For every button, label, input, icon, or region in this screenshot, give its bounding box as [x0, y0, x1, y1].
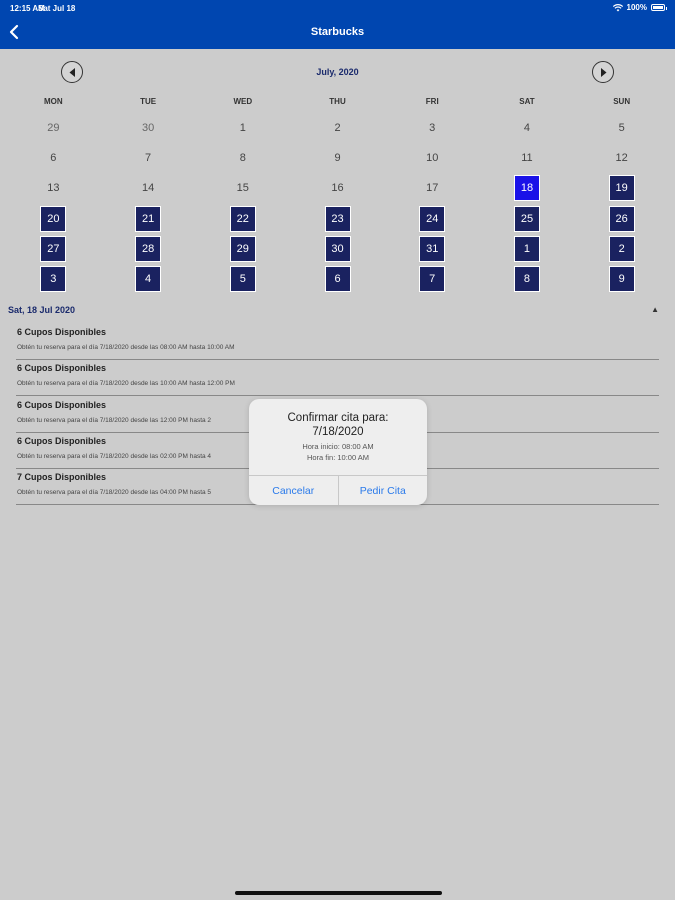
calendar-day[interactable]: [480, 173, 575, 203]
calendar-day[interactable]: [195, 113, 290, 143]
weekday-label: THU: [329, 97, 346, 106]
slot-description: Obtén tu reserva para el día 7/18/2020 desde las 10:00 AM hasta 12:00 PM: [17, 380, 235, 388]
calendar-header: [0, 60, 675, 86]
calendar-day[interactable]: [385, 204, 480, 234]
calendar-day[interactable]: [480, 143, 575, 173]
calendar-day[interactable]: [574, 264, 669, 294]
calendar-day-number: 30: [325, 236, 351, 262]
calendar-day[interactable]: [6, 234, 101, 264]
calendar-day-number: 18: [514, 175, 540, 201]
weekday-label: MON: [44, 97, 63, 106]
nav-bar: [0, 16, 675, 49]
weekday-label: WED: [233, 97, 253, 106]
calendar-week: [6, 173, 669, 203]
calendar-day-number: 4: [135, 266, 161, 292]
calendar-day-number: 6: [325, 266, 351, 292]
calendar-day[interactable]: [6, 173, 101, 203]
slot-description: Obtén tu reserva para el día 7/18/2020 desde las 04:00 PM hasta 5: [17, 489, 212, 497]
calendar-day-number: 21: [135, 206, 161, 232]
calendar-day[interactable]: [480, 264, 575, 294]
calendar-day-number: 25: [514, 206, 540, 232]
weekday-label: SAT: [519, 97, 535, 106]
calendar-day[interactable]: [101, 173, 196, 203]
slot-description: Obtén tu reserva para el día 7/18/2020 desde las 08:00 AM hasta 10:00 AM: [17, 344, 235, 351]
calendar-day[interactable]: [290, 234, 385, 264]
calendar-day[interactable]: [195, 264, 290, 294]
calendar-day[interactable]: [101, 264, 196, 294]
pedir-cita-button[interactable]: Pedir Cita: [338, 476, 428, 505]
slot-title: 6 Cupos Disponibles: [17, 363, 107, 374]
weekday-label: SUN: [613, 97, 631, 106]
calendar-day[interactable]: [385, 234, 480, 264]
slot-description: Obtén tu reserva para el día 7/18/2020 desde las 02:00 PM hasta 4: [17, 452, 212, 460]
calendar-day-number: 4: [523, 122, 531, 134]
calendar-day[interactable]: [101, 204, 196, 234]
calendar-day[interactable]: [6, 143, 101, 173]
weekday-label: TUE: [140, 97, 157, 106]
calendar-day-number: 24: [419, 206, 445, 232]
dialog-title: [249, 411, 427, 439]
calendar-day[interactable]: [195, 234, 290, 264]
slot-title: 6 Cupos Disponibles: [17, 327, 107, 337]
cancel-button[interactable]: Cancelar: [272, 484, 315, 497]
next-month-button[interactable]: [592, 61, 614, 83]
dialog-end-time: Hora fin: 10:00 AM: [306, 453, 370, 462]
calendar-day-number: 26: [609, 206, 635, 232]
calendar-day[interactable]: [480, 204, 575, 234]
calendar-day[interactable]: [290, 204, 385, 234]
calendar-day-number: 28: [135, 236, 161, 262]
calendar-day[interactable]: [574, 204, 669, 234]
calendar-day-number: 8: [514, 266, 540, 292]
calendar-day-number: 20: [40, 206, 66, 232]
calendar-day-number: 10: [426, 152, 439, 164]
calendar-week: [6, 264, 669, 294]
dialog-start-time: Hora inicio: 08:00 AM: [302, 442, 374, 451]
calendar-day-number: 29: [230, 236, 256, 262]
calendar-day[interactable]: [290, 143, 385, 173]
calendar-day[interactable]: [101, 143, 196, 173]
calendar-day-number: 3: [40, 266, 66, 292]
calendar-day[interactable]: [385, 113, 480, 143]
calendar-day[interactable]: [290, 264, 385, 294]
calendar-day-number: 22: [230, 206, 256, 232]
calendar-day[interactable]: [574, 113, 669, 143]
dialog-buttons: [249, 475, 427, 505]
collapse-arrow-icon[interactable]: ▲: [651, 305, 659, 314]
battery-icon: [651, 4, 665, 11]
calendar-day-number: 11: [521, 152, 533, 164]
calendar-day-number: 9: [334, 152, 341, 164]
calendar-day-number: 2: [609, 236, 635, 262]
calendar-day-number: 1: [514, 236, 540, 262]
slot-title: 6 Cupos Disponibles: [17, 435, 107, 446]
home-indicator: [235, 891, 442, 895]
calendar-day[interactable]: [385, 264, 480, 294]
calendar-day-number: 16: [331, 182, 344, 194]
calendar-day[interactable]: [195, 204, 290, 234]
status-time: 12:15 AM: [10, 4, 45, 13]
calendar-day[interactable]: [6, 113, 101, 143]
calendar-day[interactable]: [290, 113, 385, 143]
calendar-day[interactable]: [195, 143, 290, 173]
calendar-day-number: 31: [419, 236, 445, 262]
calendar-day-number: 5: [230, 266, 256, 292]
calendar-day-number: 7: [145, 152, 152, 164]
calendar-day[interactable]: [480, 234, 575, 264]
month-label: July, 2020: [316, 67, 359, 77]
calendar-day[interactable]: [6, 204, 101, 234]
slot-item[interactable]: [16, 324, 659, 360]
calendar-day[interactable]: [480, 113, 575, 143]
calendar-day-number: 27: [40, 236, 66, 262]
calendar-day[interactable]: [290, 173, 385, 203]
calendar-day[interactable]: [101, 234, 196, 264]
calendar-day[interactable]: [385, 173, 480, 203]
calendar-day-number: 29: [47, 122, 60, 134]
dialog-title-line2: 7/18/2020: [312, 426, 364, 438]
status-right: [613, 3, 665, 12]
status-bar: [0, 0, 675, 16]
calendar-week: [6, 113, 669, 143]
battery-percent: 100%: [626, 3, 647, 12]
slot-description: Obtén tu reserva para el día 7/18/2020 desde las 12:00 PM hasta 2: [17, 416, 212, 424]
calendar-day[interactable]: [195, 173, 290, 203]
calendar-day-number: 15: [236, 182, 249, 194]
weekday-header: [6, 97, 669, 109]
calendar-week: [6, 204, 669, 234]
wifi-icon: [613, 4, 623, 12]
calendar-day-number: 1: [239, 122, 246, 134]
calendar-day-number: 12: [615, 152, 628, 164]
calendar-week: [6, 143, 669, 173]
triangle-right-icon: [599, 67, 608, 78]
dialog-title-line1: Confirmar cita para:: [287, 412, 389, 424]
calendar-day-number: 19: [609, 175, 635, 201]
calendar-day-number: 9: [609, 266, 635, 292]
calendar-day[interactable]: [385, 143, 480, 173]
calendar-day-number: 7: [419, 266, 445, 292]
weekday-label: FRI: [425, 97, 439, 106]
calendar-week: [6, 234, 669, 264]
calendar-day-number: 23: [325, 206, 351, 232]
calendar-day[interactable]: [101, 113, 196, 143]
calendar-day[interactable]: [574, 143, 669, 173]
status-date: Sat Jul 18: [38, 4, 76, 13]
calendar-day-number: 17: [426, 182, 439, 194]
page-title: Starbucks: [310, 26, 365, 38]
calendar-day-number: 2: [334, 122, 341, 134]
calendar-day-number: 3: [429, 122, 436, 134]
calendar-day-number: 8: [239, 152, 246, 164]
calendar-day[interactable]: [574, 234, 669, 264]
calendar-day-number: 6: [50, 152, 57, 164]
slot-title: 7 Cupos Disponibles: [17, 472, 107, 483]
calendar-day-number: 5: [618, 122, 625, 134]
calendar-day-number: 30: [141, 122, 155, 134]
calendar-day-number: 13: [47, 182, 60, 194]
slot-title: 6 Cupos Disponibles: [17, 399, 107, 410]
calendar-day-number: 14: [141, 182, 155, 194]
slot-item[interactable]: [16, 360, 659, 396]
confirm-dialog: [249, 399, 427, 505]
selected-date-title: Sat, 18 Jul 2020: [8, 305, 76, 315]
calendar-day[interactable]: [574, 173, 669, 203]
calendar-day[interactable]: [6, 264, 101, 294]
